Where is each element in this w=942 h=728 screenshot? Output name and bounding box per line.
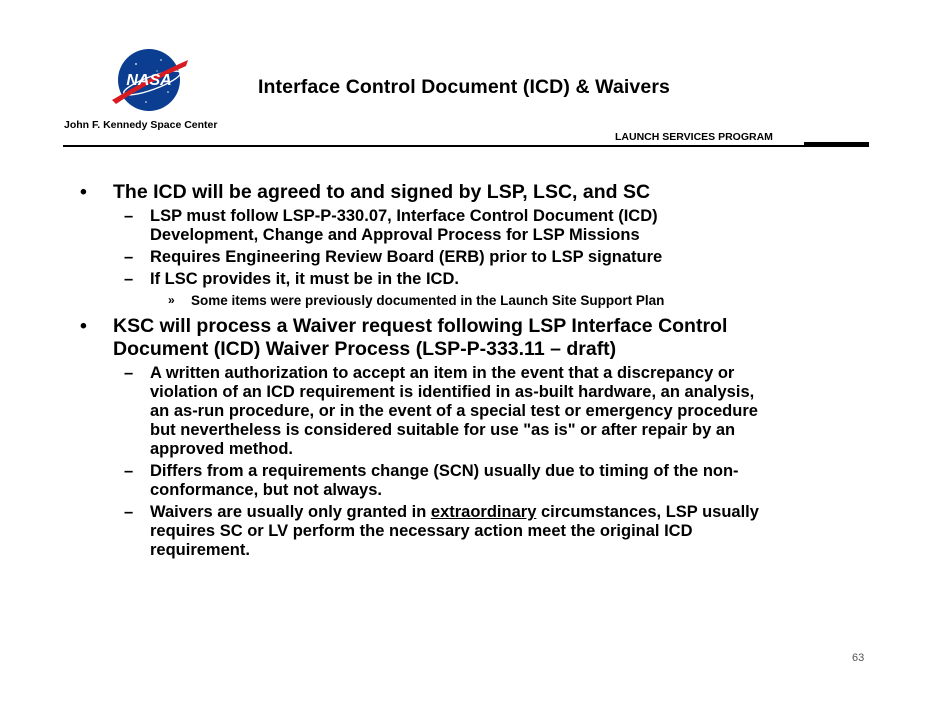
slide-title: Interface Control Document (ICD) & Waivers — [258, 76, 670, 98]
dash-glyph: – — [124, 270, 134, 288]
dash-glyph: – — [124, 503, 134, 521]
sub-bullet: – Differs from a requirements change (SCN) usually due to timing of the non- conformance, but not always. — [124, 462, 739, 499]
program-name: LAUNCH SERVICES PROGRAM — [615, 131, 773, 143]
bullet-1: • The ICD will be agreed to and signed by LSP, LSC, and SC — [80, 181, 651, 203]
sub-bullet: – A written authorization to accept an item in the event that a discrepancy or violation of an ICD requirement is identified in as-built hardware, an analysis, an as-run procedure, or in the event of a special test or emergency procedure but nevertheless is considered suitable for use "as is" or after repair by an approved method. — [124, 364, 758, 458]
page-number: 63 — [852, 652, 865, 664]
raquo-glyph: » — [168, 293, 175, 307]
sub-bullet: – Waivers are usually only granted in extraordinary circumstances, LSP usually requires SC or LV perform the necessary action meet the original ICD requirement. — [124, 503, 759, 559]
nasa-logo — [106, 44, 192, 116]
bullet-2: • KSC will process a Waiver request following LSP Interface Control Document (ICD) Waiver Process (LSP-P-333.11 – draft) — [80, 315, 728, 360]
dash-glyph: – — [124, 364, 134, 382]
header-rule — [63, 145, 869, 147]
svg-text:NASA: NASA — [126, 72, 172, 89]
bullet-glyph: • — [80, 315, 87, 337]
bullet-glyph: • — [80, 181, 87, 203]
sub-bullet: – If LSC provides it, it must be in the ICD. — [124, 270, 459, 288]
slide-content — [80, 175, 880, 560]
dash-glyph: – — [124, 462, 134, 480]
header-rule-accent — [804, 142, 869, 147]
sub-bullet: – Requires Engineering Review Board (ERB) prior to LSP signature — [124, 248, 663, 266]
dash-glyph: – — [124, 248, 134, 266]
center-name: John F. Kennedy Space Center — [64, 119, 218, 131]
underlined-word: extraordinary — [430, 503, 537, 521]
dash-glyph: – — [124, 207, 134, 225]
sub-bullet: – LSP must follow LSP-P-330.07, Interface Control Document (ICD) Development, Change and Approval Process for LSP Missions — [124, 207, 658, 244]
tertiary-bullet: » Some items were previously documented in the Launch Site Support Plan — [168, 293, 665, 308]
